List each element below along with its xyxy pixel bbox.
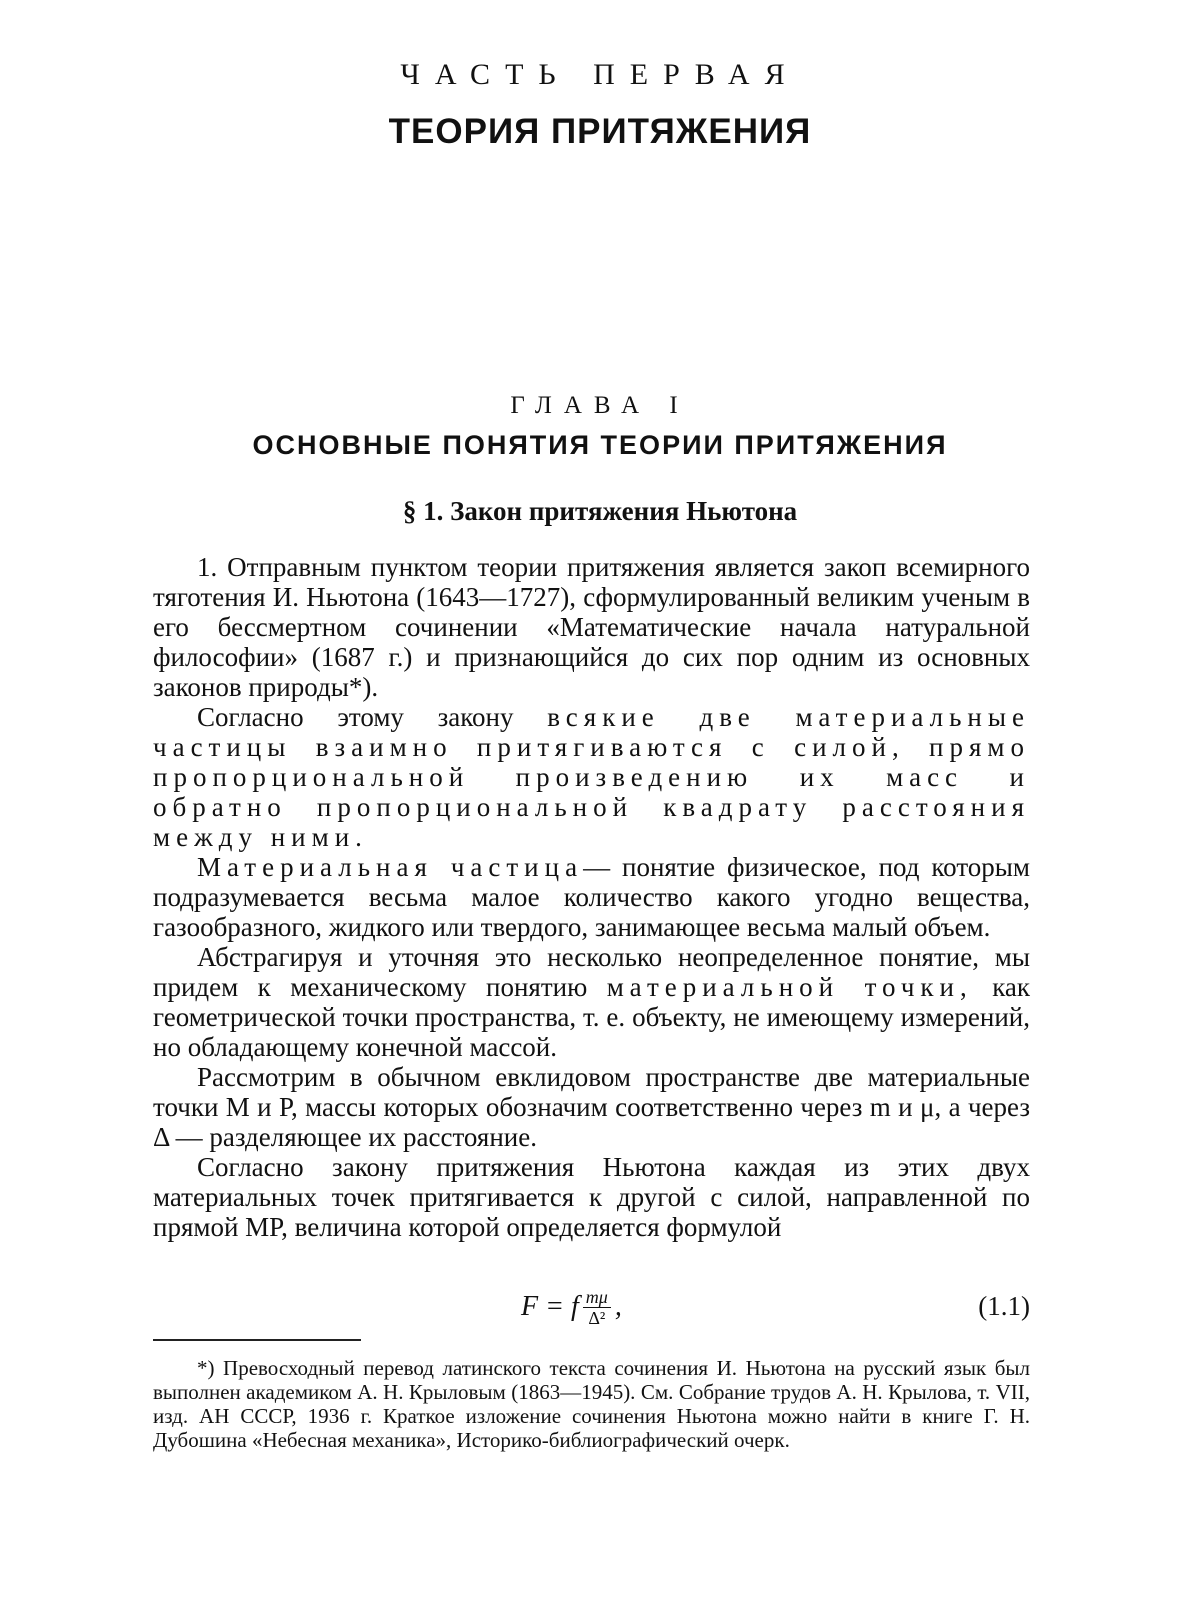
paragraph-4 — [153, 942, 1030, 1062]
newton-law-statement: всякие две материальные частицы взаимно притягиваются с силой, прямо пропорциональной произведению их масс и обратно пропорциональной квадрату расстояния между ними. — [153, 702, 1030, 852]
formula-numerator: mμ — [583, 1287, 611, 1308]
formula-denominator: Δ² — [588, 1307, 606, 1328]
body-text — [153, 552, 1030, 1242]
chapter-label: ГЛАВА I — [510, 392, 690, 419]
paragraph-4-lead: Абстрагируя и уточняя это несколько неопределенное понятие, мы придем к механическому понятию — [153, 942, 1030, 1002]
footnote-divider — [153, 1339, 361, 1341]
term-material-particle: Материальная частица — [197, 852, 584, 882]
equation-number: (1.1) — [978, 1291, 1030, 1321]
paragraph-2 — [153, 702, 1030, 852]
paragraph-2-lead: Согласно этому закону — [197, 702, 514, 732]
part-label: ЧАСТЬ ПЕРВАЯ — [400, 58, 800, 91]
paragraph-1: 1. Отправным пунктом теории притяжения является закоп всемирного тяготения И. Ньютона (1643—1727), сформулированный великим ученым в его бессмертном сочинении «Математические начала натуральной философии» (1687 г.) и признающийся до сих пор одним из основных законов природы*). — [153, 552, 1030, 702]
footnote: *) Превосходный перевод латинского текста сочинения И. Ньютона на русский язык был выполнен академиком А. Н. Крыловым (1863—1945). См. Собрание трудов А. Н. Крылова, т. VII, изд. АН СССР, 1936 г. Краткое изложение сочинения Ньютона можно найти в книге Г. Н. Дубошина «Небесная механика», Историко-библиографический очерк. — [153, 1356, 1030, 1452]
newton-formula — [521, 1283, 622, 1331]
term-material-point: материальной точки, — [606, 972, 973, 1002]
paragraph-4-rest: как геометрической точки пространства, т. е. объекту, не имеющему измерений, но обладающему конечной массой. — [153, 972, 1031, 1062]
formula-trail: , — [614, 1291, 622, 1322]
paragraph-3 — [153, 852, 1030, 942]
formula-fraction — [583, 1287, 611, 1328]
formula-row — [153, 1283, 1030, 1331]
formula-lhs: F = f — [521, 1291, 579, 1322]
section-title: § 1. Закон притяжения Ньютона — [402, 496, 798, 526]
paragraph-6: Согласно закону притяжения Ньютона каждая из этих двух материальных точек притягивается к другой с силой, направленной по прямой MP, величина которой определяется формулой — [153, 1152, 1030, 1242]
part-title: ТЕОРИЯ ПРИТЯЖЕНИЯ — [388, 112, 812, 151]
chapter-title: ОСНОВНЫЕ ПОНЯТИЯ ТЕОРИИ ПРИТЯЖЕНИЯ — [252, 430, 948, 460]
paragraph-3-rest: — понятие физическое, под которым подразумевается весьма малое количество какого угодно вещества, газообразного, жидкого или твердого, занимающее весьма малый объем. — [153, 852, 1030, 942]
paragraph-5: Рассмотрим в обычном евклидовом пространстве две материальные точки M и P, массы которых обозначим соответственно через m и μ, а через Δ — разделяющее их расстояние. — [153, 1062, 1030, 1152]
